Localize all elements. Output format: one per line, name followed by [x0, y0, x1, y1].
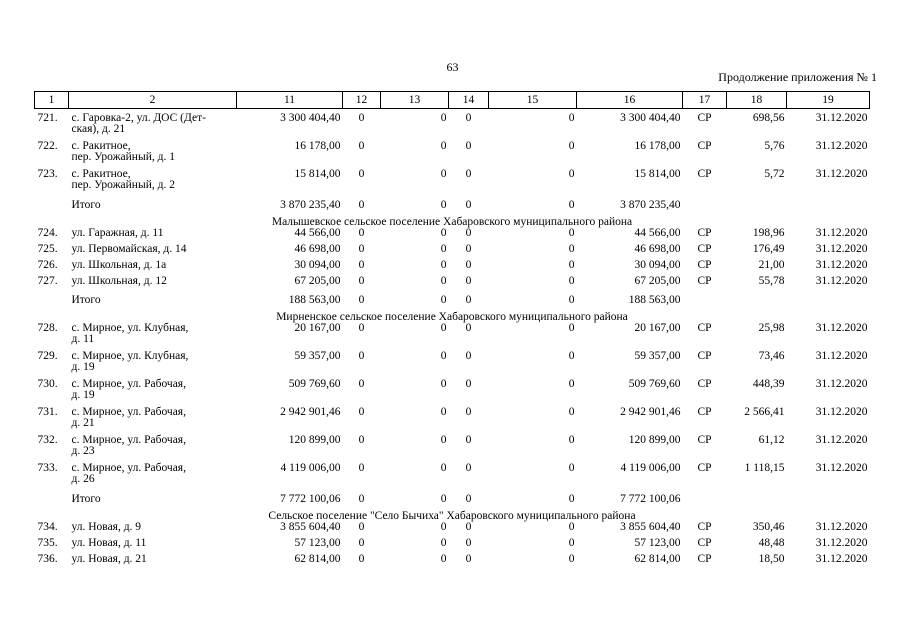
- cell-col18: 1 118,15: [744, 462, 785, 474]
- address-cell: ул. Школьная, д. 12: [71, 275, 167, 287]
- cell-col14: 0: [465, 294, 472, 306]
- cell-col11: 46 698,00: [294, 243, 341, 255]
- cell-empty: [683, 491, 727, 511]
- cell-col14: 0: [465, 537, 472, 549]
- cell-col15: 0: [568, 199, 575, 211]
- address-cell: ул. Гаражная, д. 11: [71, 227, 164, 239]
- address-cell: с. Мирное, ул. Рабочая, д. 23: [71, 434, 186, 457]
- cell-col18: 25,98: [758, 322, 785, 334]
- cell-col15: 0: [568, 350, 575, 362]
- cell-col13: 0: [440, 259, 447, 271]
- table-row: [35, 407, 870, 435]
- header-cell: 13: [381, 92, 449, 109]
- cell-col11: 2 942 901,46: [280, 406, 341, 418]
- address-cell: с. Мирное, ул. Рабочая, д. 19: [71, 378, 186, 401]
- cell-col18: 18,50: [758, 553, 785, 565]
- cell-col16: 3 300 404,40: [620, 112, 681, 124]
- total-label: Итого: [71, 294, 101, 306]
- cell-col16: 67 205,00: [634, 275, 681, 287]
- cell-col16: 46 698,00: [634, 243, 681, 255]
- cell-col12: 0: [358, 140, 365, 152]
- cell-col17: СР: [697, 322, 712, 334]
- cell-empty: [35, 197, 69, 217]
- cell-col12: 0: [358, 259, 365, 271]
- cell-col16: 44 566,00: [634, 227, 681, 239]
- header-cell: 1: [35, 92, 69, 109]
- address-cell: с. Ракитное, пер. Урожайный, д. 2: [71, 168, 175, 191]
- address-cell: с. Мирное, ул. Клубная, д. 19: [71, 350, 189, 373]
- row-number: 726.: [37, 259, 58, 271]
- cell-col12: 0: [358, 521, 365, 533]
- table-row: [35, 109, 870, 142]
- section-title: Сельское поселение "Село Бычиха" Хабаровского муниципального района: [268, 510, 636, 522]
- cell-col14: 0: [465, 168, 472, 180]
- cell-col15: 0: [568, 521, 575, 533]
- cell-empty: [787, 197, 870, 217]
- table-row: [35, 538, 870, 554]
- cell-col13: 0: [440, 112, 447, 124]
- cell-col18: 198,96: [752, 227, 785, 239]
- table-row: [35, 244, 870, 260]
- table-row: [35, 351, 870, 379]
- cell-col16: 57 123,00: [634, 537, 681, 549]
- header-cell: 19: [787, 92, 870, 109]
- cell-col15: 0: [568, 322, 575, 334]
- cell-col13: 0: [440, 378, 447, 390]
- cell-col13: 0: [440, 227, 447, 239]
- address-cell: ул. Новая, д. 11: [71, 537, 147, 549]
- cell-col16: 7 772 100,06: [620, 493, 681, 505]
- cell-col11: 62 814,00: [294, 553, 341, 565]
- cell-col18: 5,76: [764, 140, 785, 152]
- cell-col13: 0: [440, 521, 447, 533]
- cell-col11: 509 769,60: [288, 378, 341, 390]
- cell-col14: 0: [465, 199, 472, 211]
- cell-col14: 0: [465, 553, 472, 565]
- cell-col15: 0: [568, 140, 575, 152]
- cell-col11: 44 566,00: [294, 227, 341, 239]
- cell-col17: СР: [697, 243, 712, 255]
- cell-col17: СР: [697, 434, 712, 446]
- total-row: [35, 491, 870, 511]
- cell-col15: 0: [568, 294, 575, 306]
- cell-col12: 0: [358, 553, 365, 565]
- cell-col15: 0: [568, 112, 575, 124]
- row-number: 724.: [37, 227, 58, 239]
- cell-col14: 0: [465, 140, 472, 152]
- address-cell: с. Мирное, ул. Рабочая, д. 21: [71, 406, 186, 429]
- header-row: [35, 92, 870, 109]
- table-row: [35, 379, 870, 407]
- cell-col12: 0: [358, 227, 365, 239]
- row-number: 723.: [37, 168, 58, 180]
- row-number: 732.: [37, 434, 58, 446]
- continuation-caption: Продолжение приложения № 1: [718, 70, 877, 84]
- cell-col18: 2 566,41: [744, 406, 785, 418]
- cell-col17: СР: [697, 537, 712, 549]
- cell-col15: 0: [568, 537, 575, 549]
- row-number: 721.: [37, 112, 58, 124]
- cell-empty: [727, 491, 787, 511]
- cell-col15: 0: [568, 275, 575, 287]
- header-cell: 18: [727, 92, 787, 109]
- cell-col12: 0: [358, 199, 365, 211]
- total-label: Итого: [71, 493, 101, 505]
- cell-col12: 0: [358, 243, 365, 255]
- cell-col15: 0: [568, 168, 575, 180]
- cell-col13: 0: [440, 553, 447, 565]
- cell-col17: СР: [697, 259, 712, 271]
- cell-col19: 31.12.2020: [815, 140, 868, 152]
- address-cell: с. Ракитное, пер. Урожайный, д. 1: [71, 140, 175, 163]
- row-number: 727.: [37, 275, 58, 287]
- table-body: [35, 109, 870, 571]
- cell-col13: 0: [440, 537, 447, 549]
- table-row: [35, 435, 870, 463]
- row-number: 734.: [37, 521, 58, 533]
- cell-col12: 0: [358, 322, 365, 334]
- cell-col17: СР: [697, 378, 712, 390]
- cell-col17: СР: [697, 350, 712, 362]
- cell-col14: 0: [465, 462, 472, 474]
- cell-col19: 31.12.2020: [815, 259, 868, 271]
- section-heading-row: [35, 511, 870, 522]
- cell-col14: 0: [465, 521, 472, 533]
- table-row: [35, 323, 870, 351]
- cell-col15: 0: [568, 227, 575, 239]
- row-number: 725.: [37, 243, 58, 255]
- cell-col18: 5,72: [764, 168, 785, 180]
- appendix-table: [34, 91, 870, 570]
- cell-col16: 188 563,00: [628, 294, 681, 306]
- cell-col16: 509 769,60: [628, 378, 681, 390]
- cell-col11: 3 870 235,40: [280, 199, 341, 211]
- cell-col14: 0: [465, 493, 472, 505]
- cell-col16: 3 855 604,40: [620, 521, 681, 533]
- row-number: 728.: [37, 322, 58, 334]
- row-number: 735.: [37, 537, 58, 549]
- row-number: 730.: [37, 378, 58, 390]
- cell-col13: 0: [440, 350, 447, 362]
- cell-col16: 30 094,00: [634, 259, 681, 271]
- cell-col15: 0: [568, 243, 575, 255]
- cell-col17: СР: [697, 462, 712, 474]
- cell-col14: 0: [465, 406, 472, 418]
- cell-col18: 21,00: [758, 259, 785, 271]
- cell-col13: 0: [440, 493, 447, 505]
- cell-col11: 16 178,00: [294, 140, 341, 152]
- header-cell: 2: [69, 92, 237, 109]
- cell-col15: 0: [568, 406, 575, 418]
- cell-col19: 31.12.2020: [815, 378, 868, 390]
- cell-col12: 0: [358, 434, 365, 446]
- cell-col17: СР: [697, 521, 712, 533]
- cell-col19: 31.12.2020: [815, 462, 868, 474]
- cell-col14: 0: [465, 227, 472, 239]
- cell-col17: СР: [697, 227, 712, 239]
- cell-col11: 188 563,00: [288, 294, 341, 306]
- cell-col18: 61,12: [758, 434, 785, 446]
- cell-col15: 0: [568, 259, 575, 271]
- table-row: [35, 522, 870, 538]
- cell-col15: 0: [568, 553, 575, 565]
- cell-col16: 3 870 235,40: [620, 199, 681, 211]
- cell-col11: 3 855 604,40: [280, 521, 341, 533]
- table-row: [35, 463, 870, 491]
- cell-col17: СР: [697, 168, 712, 180]
- cell-col19: 31.12.2020: [815, 406, 868, 418]
- row-number: 722.: [37, 140, 58, 152]
- cell-col19: 31.12.2020: [815, 112, 868, 124]
- cell-col17: СР: [697, 275, 712, 287]
- total-row: [35, 197, 870, 217]
- cell-col11: 120 899,00: [288, 434, 341, 446]
- cell-col15: 0: [568, 434, 575, 446]
- header-cell: 14: [449, 92, 489, 109]
- table-row: [35, 276, 870, 292]
- cell-col13: 0: [440, 199, 447, 211]
- cell-col19: 31.12.2020: [815, 350, 868, 362]
- cell-empty: [683, 292, 727, 312]
- cell-col19: 31.12.2020: [815, 243, 868, 255]
- cell-col17: СР: [697, 553, 712, 565]
- cell-col12: 0: [358, 378, 365, 390]
- cell-col18: 350,46: [752, 521, 785, 533]
- address-cell: с. Мирное, ул. Клубная, д. 11: [71, 322, 189, 345]
- address-cell: ул. Школьная, д. 1а: [71, 259, 167, 271]
- table-row: [35, 554, 870, 570]
- header-cell: 11: [237, 92, 343, 109]
- cell-col12: 0: [358, 112, 365, 124]
- cell-col19: 31.12.2020: [815, 553, 868, 565]
- cell-empty: [727, 197, 787, 217]
- cell-col11: 4 119 006,00: [280, 462, 341, 474]
- section-title: Малышевское сельское поселение Хабаровского муниципального района: [271, 216, 633, 228]
- cell-col12: 0: [358, 294, 365, 306]
- total-row: [35, 292, 870, 312]
- row-number: 733.: [37, 462, 58, 474]
- cell-col15: 0: [568, 462, 575, 474]
- header-cell: 17: [683, 92, 727, 109]
- row-number: 731.: [37, 406, 58, 418]
- cell-col12: 0: [358, 350, 365, 362]
- cell-col13: 0: [440, 294, 447, 306]
- table-row: [35, 228, 870, 244]
- row-number: 736.: [37, 553, 58, 565]
- cell-col14: 0: [465, 350, 472, 362]
- row-number: 729.: [37, 350, 58, 362]
- cell-col19: 31.12.2020: [815, 275, 868, 287]
- cell-col19: 31.12.2020: [815, 434, 868, 446]
- cell-empty: [35, 491, 69, 511]
- cell-col12: 0: [358, 462, 365, 474]
- cell-col12: 0: [358, 168, 365, 180]
- cell-col13: 0: [440, 168, 447, 180]
- cell-col12: 0: [358, 537, 365, 549]
- cell-col11: 67 205,00: [294, 275, 341, 287]
- cell-col14: 0: [465, 275, 472, 287]
- cell-col17: СР: [697, 140, 712, 152]
- cell-col16: 20 167,00: [634, 322, 681, 334]
- cell-col17: СР: [697, 406, 712, 418]
- cell-col16: 4 119 006,00: [620, 462, 681, 474]
- cell-col19: 31.12.2020: [815, 168, 868, 180]
- cell-col11: 15 814,00: [294, 168, 341, 180]
- cell-empty: [787, 491, 870, 511]
- address-cell: ул. Новая, д. 21: [71, 553, 147, 565]
- cell-col14: 0: [465, 434, 472, 446]
- cell-col18: 73,46: [758, 350, 785, 362]
- cell-col19: 31.12.2020: [815, 227, 868, 239]
- cell-col16: 59 357,00: [634, 350, 681, 362]
- cell-col16: 62 814,00: [634, 553, 681, 565]
- table-row: [35, 141, 870, 169]
- cell-col15: 0: [568, 493, 575, 505]
- address-cell: с. Мирное, ул. Рабочая, д. 26: [71, 462, 186, 485]
- cell-col13: 0: [440, 462, 447, 474]
- cell-col13: 0: [440, 275, 447, 287]
- cell-col18: 48,48: [758, 537, 785, 549]
- table-row: [35, 260, 870, 276]
- cell-col12: 0: [358, 493, 365, 505]
- cell-col13: 0: [440, 322, 447, 334]
- cell-col14: 0: [465, 112, 472, 124]
- cell-col11: 20 167,00: [294, 322, 341, 334]
- cell-col16: 15 814,00: [634, 168, 681, 180]
- cell-col11: 30 094,00: [294, 259, 341, 271]
- cell-col15: 0: [568, 378, 575, 390]
- address-cell: с. Гаровка-2, ул. ДОС (Дет- ская), д. 21: [71, 112, 206, 135]
- cell-empty: [35, 292, 69, 312]
- section-title: Мирненское сельское поселение Хабаровского муниципального района: [276, 311, 628, 323]
- cell-col14: 0: [465, 243, 472, 255]
- cell-col14: 0: [465, 378, 472, 390]
- cell-col18: 176,49: [752, 243, 785, 255]
- page-number: 63: [446, 60, 459, 74]
- address-cell: ул. Новая, д. 9: [71, 521, 142, 533]
- cell-col16: 2 942 901,46: [620, 406, 681, 418]
- cell-col13: 0: [440, 406, 447, 418]
- cell-col11: 57 123,00: [294, 537, 341, 549]
- cell-col14: 0: [465, 259, 472, 271]
- cell-empty: [683, 197, 727, 217]
- cell-empty: [787, 292, 870, 312]
- cell-col13: 0: [440, 243, 447, 255]
- cell-col16: 16 178,00: [634, 140, 681, 152]
- address-cell: ул. Первомайская, д. 14: [71, 243, 187, 255]
- cell-col13: 0: [440, 140, 447, 152]
- header-cell: 12: [343, 92, 381, 109]
- cell-col19: 31.12.2020: [815, 537, 868, 549]
- table-row: [35, 169, 870, 197]
- cell-col12: 0: [358, 406, 365, 418]
- cell-col12: 0: [358, 275, 365, 287]
- cell-col11: 59 357,00: [294, 350, 341, 362]
- cell-col14: 0: [465, 322, 472, 334]
- cell-col16: 120 899,00: [628, 434, 681, 446]
- cell-col11: 7 772 100,06: [280, 493, 341, 505]
- cell-col18: 55,78: [758, 275, 785, 287]
- cell-col17: СР: [697, 112, 712, 124]
- cell-empty: [727, 292, 787, 312]
- cell-col11: 3 300 404,40: [280, 112, 341, 124]
- cell-col19: 31.12.2020: [815, 322, 868, 334]
- cell-col18: 698,56: [752, 112, 785, 124]
- header-cell: 16: [577, 92, 683, 109]
- header-cell: 15: [489, 92, 577, 109]
- cell-col19: 31.12.2020: [815, 521, 868, 533]
- cell-col13: 0: [440, 434, 447, 446]
- cell-col18: 448,39: [752, 378, 785, 390]
- total-label: Итого: [71, 199, 101, 211]
